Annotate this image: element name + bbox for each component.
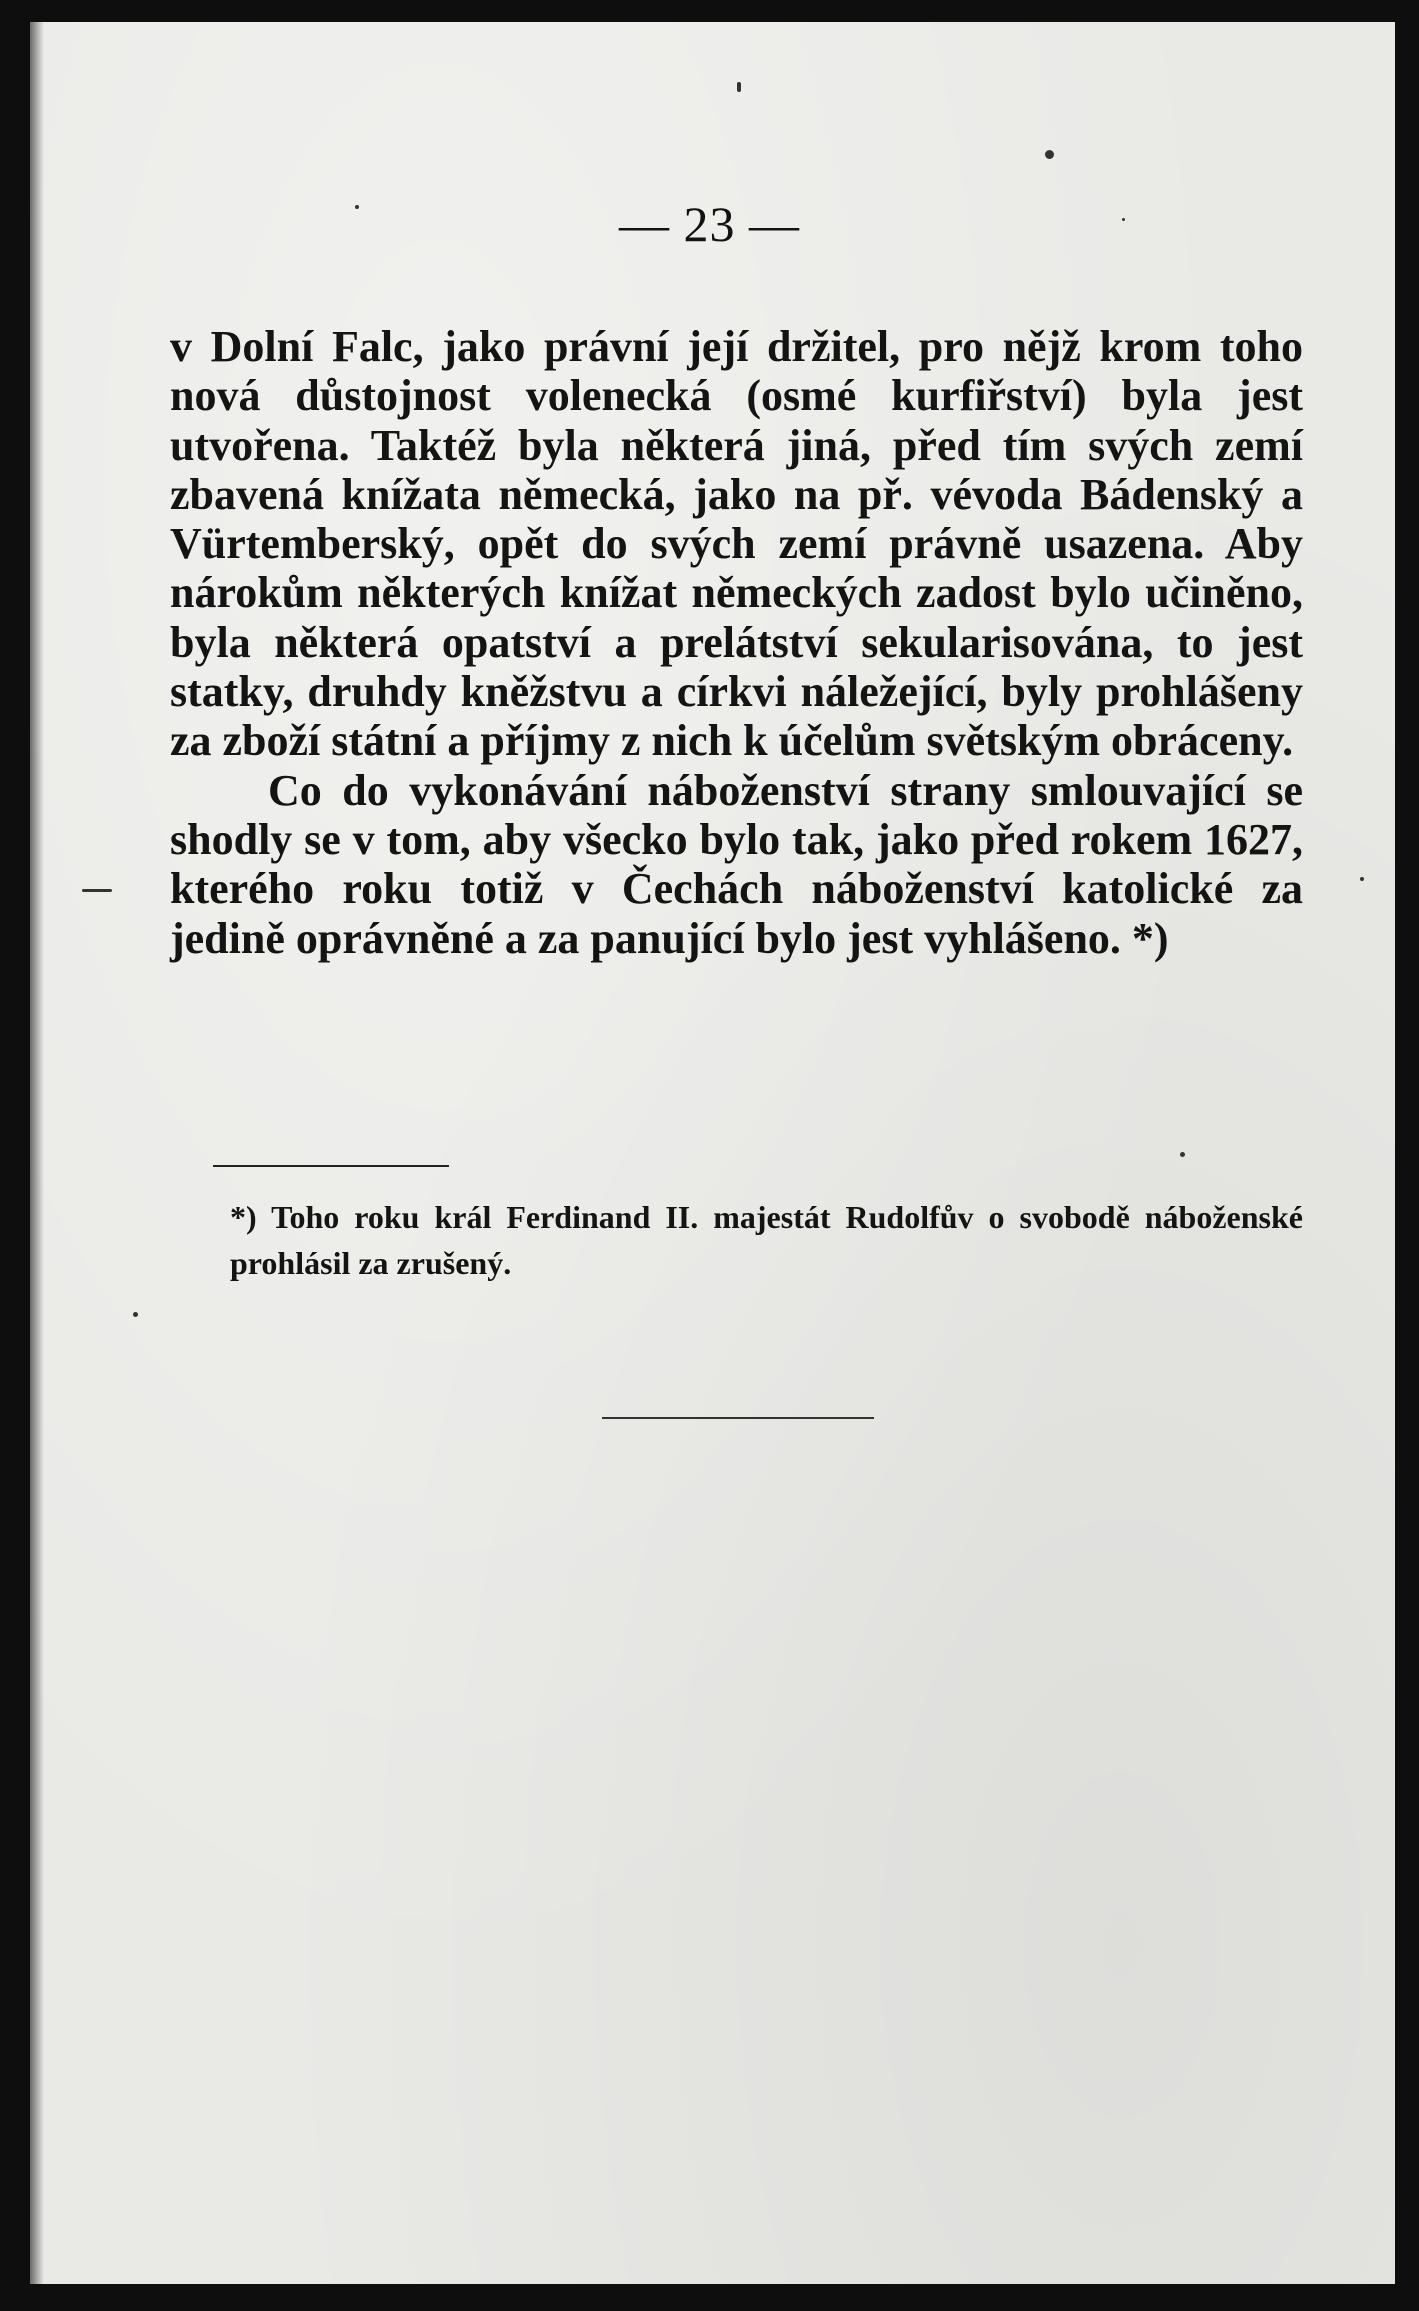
paragraph-2: Co do vykonávání náboženství strany smlouvající se shodly se v tom, aby všecko bylo tak, jako před rokem 1627, kterého roku totiž v Čechách náboženství katolické za jedině oprávněné a za panující bylo jest vyhlášeno. *)	[170, 765, 1303, 963]
page-binding-shadow	[30, 22, 44, 2284]
ink-speck	[355, 205, 359, 209]
book-page	[30, 22, 1395, 2284]
ink-speck	[737, 82, 741, 92]
ink-speck	[1360, 877, 1364, 881]
body-text	[170, 322, 1303, 963]
ink-speck	[1045, 150, 1054, 159]
page-number: — 23 —	[619, 196, 800, 252]
ink-speck	[1180, 1152, 1185, 1157]
ink-speck	[82, 889, 112, 892]
paragraph-1: v Dolní Falc, jako právní její držitel, pro nějž krom toho nová důstojnost volenecká (osmé kurfiřství) byla jest utvořena. Taktéž byla některá jiná, před tím svých zemí zbavená knížata německá, jako na př. vévoda Bádenský a Vürtemberský, opět do svých zemí právně usazena. Aby nárokům některých knížat německých zadost bylo učiněno, byla některá opatství a prelátství sekularisována, to jest statky, druhdy kněžstvu a církvi náležející, byly prohlášeny za zboží státní a příjmy z nich k účelům světským obráceny.	[170, 322, 1303, 766]
ink-speck	[1122, 218, 1125, 221]
footnote-separator	[213, 1165, 449, 1167]
end-rule	[602, 1417, 874, 1419]
footnote: *) Toho roku král Ferdinand II. majestát Rudolfův o svobodě náboženské prohlásil za zrušený.	[230, 1199, 1303, 1281]
ink-speck	[133, 1312, 138, 1317]
